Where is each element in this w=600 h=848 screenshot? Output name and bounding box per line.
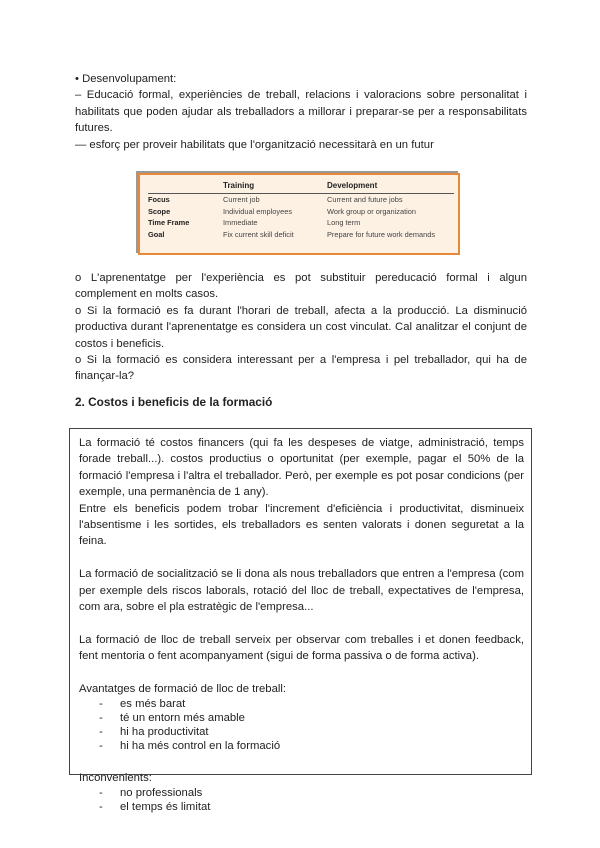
drawbacks-title: Inconvenients: bbox=[79, 771, 152, 784]
list-item bbox=[99, 786, 524, 800]
dash: - bbox=[99, 726, 103, 739]
dash: - bbox=[99, 740, 103, 753]
row-label: Goal bbox=[148, 229, 165, 239]
table-cell: Individual employees bbox=[223, 206, 293, 216]
intro-section bbox=[75, 71, 527, 153]
table-cell: Current job bbox=[223, 195, 260, 204]
table-cell: Immediate bbox=[223, 218, 258, 227]
table-cell: Current and future jobs bbox=[327, 195, 403, 204]
table-cell: Fix current skill deficit bbox=[223, 229, 294, 239]
list-item-text: el temps és limitat bbox=[120, 801, 211, 814]
list-item-text: no professionals bbox=[120, 787, 203, 800]
row-label: Focus bbox=[148, 195, 170, 204]
section-heading: 2. Costos i beneficis de la formació bbox=[75, 395, 273, 409]
training-vs-development-table bbox=[138, 173, 460, 255]
list-item bbox=[99, 739, 524, 753]
drawbacks-list bbox=[79, 786, 524, 814]
list-item-text: té un entorn més amable bbox=[120, 712, 245, 725]
dash: - bbox=[99, 698, 103, 711]
point-item: o L'aprenentatge per l'experiència es pot substituir pereducació formal i algun complement en molts casos. bbox=[75, 272, 527, 301]
workplace-training-paragraph: La formació de lloc de treball serveix per observar com treballes i et donen feedback, fent mentoria o fent acompanyament (sigui de forma passiva o de forma activa). bbox=[79, 633, 524, 663]
list-item bbox=[99, 725, 524, 739]
table-cell: Prepare for future work demands bbox=[327, 229, 436, 239]
bullet-heading: • Desenvolupament: bbox=[75, 73, 177, 85]
table-row bbox=[148, 217, 454, 229]
table-cell: Long term bbox=[327, 218, 361, 227]
row-label: Time Frame bbox=[148, 218, 190, 227]
list-item bbox=[99, 711, 524, 725]
list-item-text: hi ha productivitat bbox=[120, 726, 209, 739]
table-row bbox=[148, 194, 454, 206]
costs-paragraph: La formació té costos financers (qui fa les despeses de viatge, administració, temps forade treball...). costos productius o oportunitat (per exemple, pagar el 50% de la formació l'empresa i l'altra el treballador. Però, per exemple es pot posar condicions (per exemple, una permanència de 1 any). bbox=[79, 437, 524, 499]
socialization-paragraph: La formació de socialització se li dona als nous treballadors que entren a l'empresa (com per exemple dels riscos laborals, rotació del lloc de treball, expectatives de l'empresa, com ara, sobre el pla estratègic de l'empresa... bbox=[79, 568, 524, 614]
points-section bbox=[75, 270, 527, 385]
costs-benefits-box bbox=[69, 428, 532, 814]
list-item-text: hi ha més control en la formació bbox=[120, 740, 281, 753]
advantages-title: Avantatges de formació de lloc de treball: bbox=[79, 683, 287, 696]
dash: - bbox=[99, 712, 103, 725]
point-item: o Si la formació es fa durant l'horari de treball, afecta a la producció. La disminució productiva durant l'aprenentatge es considera un cost vinculat. Cal analitzar el conjunt de costos i beneficis. bbox=[75, 304, 527, 350]
dash: - bbox=[99, 787, 103, 800]
table-header bbox=[148, 181, 223, 194]
row-label: Scope bbox=[148, 206, 171, 216]
list-item bbox=[99, 800, 524, 814]
intro-line: — esforç per proveir habilitats que l'organització necessitarà en un futur bbox=[75, 138, 434, 151]
list-item bbox=[99, 697, 524, 711]
table-row bbox=[148, 206, 454, 218]
intro-paragraph: – Educació formal, experiències de treball, relacions i valoracions sobre personalitat i habilitats que poden ajudar als treballadors a millorar i preparar-se per a responsabilitats futures. bbox=[75, 89, 527, 135]
benefits-paragraph: Entre els beneficis podem trobar l'increment d'eficiència i productivitat, disminueix l'absentisme i les sortides, els treballadors es senten valorats i donen seguretat a la feina. bbox=[79, 502, 524, 548]
table-row bbox=[148, 229, 454, 241]
table-header: Development bbox=[327, 181, 454, 194]
list-item-text: es més barat bbox=[120, 698, 186, 711]
table-cell: Work group or organization bbox=[327, 206, 417, 216]
table-header: Training bbox=[223, 181, 327, 194]
advantages-list bbox=[79, 697, 524, 753]
dash: - bbox=[99, 801, 103, 814]
point-item: o Si la formació es considera interessant per a l'empresa i pel treballador, qui ha de finançar-la? bbox=[75, 354, 527, 383]
